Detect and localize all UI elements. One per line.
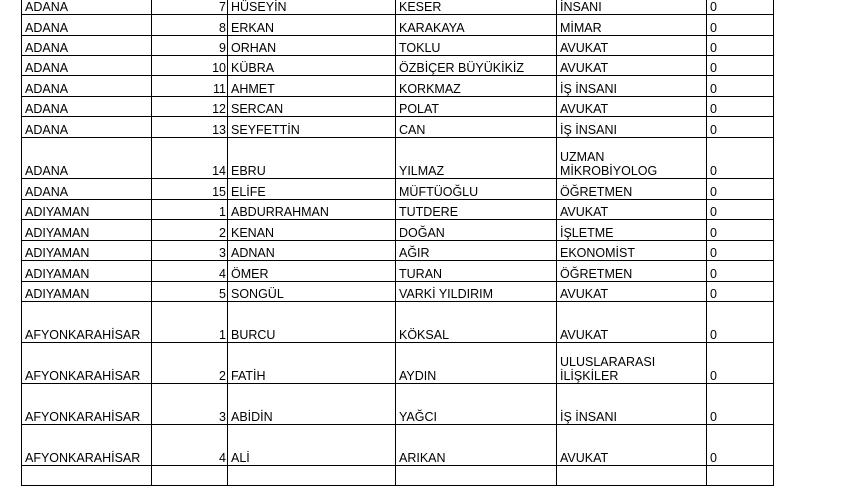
cell-province: ADANA — [22, 138, 152, 179]
cell-first-name — [228, 466, 396, 486]
table-row — [22, 241, 774, 261]
cell-first-name: HÜSEYİN — [228, 0, 396, 15]
table-row — [22, 0, 774, 15]
cell-province: ADANA — [22, 15, 152, 36]
cell-profession: UZMAN MİKROBİYOLOG — [557, 138, 707, 179]
cell-province: ADANA — [22, 0, 152, 15]
cell-value: 0 — [707, 261, 774, 282]
cell-last-name: ÖZBİÇER BÜYÜKİKİZ — [396, 56, 557, 76]
cell-profession: MİMAR — [557, 15, 707, 36]
cell-order: 12 — [152, 97, 228, 117]
cell-value: 0 — [707, 0, 774, 15]
cell-value: 0 — [707, 200, 774, 220]
cell-order: 3 — [152, 384, 228, 425]
cell-last-name — [396, 466, 557, 486]
table-row — [22, 179, 774, 200]
cell-province: ADANA — [22, 97, 152, 117]
cell-profession: ÖĞRETMEN — [557, 179, 707, 200]
cell-profession: İŞ İNSANI — [557, 384, 707, 425]
table-body — [22, 0, 774, 486]
cell-order: 9 — [152, 36, 228, 56]
cell-first-name: SERCAN — [228, 97, 396, 117]
cell-profession: ÖĞRETMEN — [557, 261, 707, 282]
table-row — [22, 138, 774, 179]
cell-province: ADIYAMAN — [22, 220, 152, 241]
cell-first-name: BURCU — [228, 302, 396, 343]
cell-order: 4 — [152, 425, 228, 466]
table-row — [22, 220, 774, 241]
cell-value: 0 — [707, 179, 774, 200]
cell-profession: AVUKAT — [557, 36, 707, 56]
cell-order: 5 — [152, 282, 228, 302]
cell-province: AFYONKARAHİSAR — [22, 425, 152, 466]
cell-value: 0 — [707, 343, 774, 384]
cell-first-name: SEYFETTİN — [228, 117, 396, 138]
cell-profession: AVUKAT — [557, 282, 707, 302]
cell-province: ADANA — [22, 117, 152, 138]
cell-order: 8 — [152, 15, 228, 36]
cell-profession: AVUKAT — [557, 302, 707, 343]
table-row — [22, 97, 774, 117]
cell-province: ADANA — [22, 76, 152, 97]
cell-province: ADANA — [22, 56, 152, 76]
cell-first-name: ALİ — [228, 425, 396, 466]
cell-order: 14 — [152, 138, 228, 179]
cell-last-name: POLAT — [396, 97, 557, 117]
cell-province: ADIYAMAN — [22, 241, 152, 261]
table-row — [22, 36, 774, 56]
cell-value: 0 — [707, 117, 774, 138]
cell-value — [707, 466, 774, 486]
table-row — [22, 76, 774, 97]
cell-order: 2 — [152, 220, 228, 241]
cell-profession: AVUKAT — [557, 56, 707, 76]
cell-value: 0 — [707, 56, 774, 76]
cell-province: AFYONKARAHİSAR — [22, 384, 152, 425]
cell-order: 11 — [152, 76, 228, 97]
cell-order: 1 — [152, 302, 228, 343]
cell-last-name: YILMAZ — [396, 138, 557, 179]
cell-province: AFYONKARAHİSAR — [22, 302, 152, 343]
table-row — [22, 282, 774, 302]
cell-value: 0 — [707, 241, 774, 261]
cell-province: ADANA — [22, 36, 152, 56]
cell-value: 0 — [707, 220, 774, 241]
cell-order: 10 — [152, 56, 228, 76]
cell-profession: İŞLETME — [557, 220, 707, 241]
cell-last-name: KÖKSAL — [396, 302, 557, 343]
cell-profession: ULUSLARARASI İLİŞKİLER — [557, 343, 707, 384]
cell-order: 4 — [152, 261, 228, 282]
cell-order: 3 — [152, 241, 228, 261]
table-row — [22, 117, 774, 138]
table-row — [22, 302, 774, 343]
table-row — [22, 384, 774, 425]
cell-first-name: ÖMER — [228, 261, 396, 282]
cell-order: 7 — [152, 0, 228, 15]
cell-province — [22, 466, 152, 486]
cell-first-name: ERKAN — [228, 15, 396, 36]
cell-value: 0 — [707, 97, 774, 117]
cell-value: 0 — [707, 15, 774, 36]
cell-last-name: MÜFTÜOĞLU — [396, 179, 557, 200]
cell-last-name: TURAN — [396, 261, 557, 282]
table-row — [22, 200, 774, 220]
cell-last-name: KARAKAYA — [396, 15, 557, 36]
cell-first-name: EBRU — [228, 138, 396, 179]
cell-profession: AVUKAT — [557, 97, 707, 117]
cell-value: 0 — [707, 282, 774, 302]
cell-province: ADIYAMAN — [22, 282, 152, 302]
cell-province: AFYONKARAHİSAR — [22, 343, 152, 384]
cell-last-name: TUTDERE — [396, 200, 557, 220]
cell-first-name: AHMET — [228, 76, 396, 97]
cell-order: 2 — [152, 343, 228, 384]
cell-last-name: CAN — [396, 117, 557, 138]
table-row — [22, 261, 774, 282]
cell-last-name: AYDIN — [396, 343, 557, 384]
cell-order: 1 — [152, 200, 228, 220]
cell-province: ADIYAMAN — [22, 261, 152, 282]
cell-order — [152, 466, 228, 486]
cell-last-name: ARIKAN — [396, 425, 557, 466]
cell-last-name: VARKİ YILDIRIM — [396, 282, 557, 302]
table-row — [22, 15, 774, 36]
cell-first-name: ADNAN — [228, 241, 396, 261]
cell-value: 0 — [707, 302, 774, 343]
cell-value: 0 — [707, 425, 774, 466]
cell-profession: AVUKAT — [557, 425, 707, 466]
table-row — [22, 425, 774, 466]
cell-last-name: TOKLU — [396, 36, 557, 56]
cell-order: 15 — [152, 179, 228, 200]
cell-profession: İNSANI — [557, 0, 707, 15]
cell-first-name: ABİDİN — [228, 384, 396, 425]
cell-profession: EKONOMİST — [557, 241, 707, 261]
cell-value: 0 — [707, 138, 774, 179]
cell-profession: AVUKAT — [557, 200, 707, 220]
cell-last-name: KORKMAZ — [396, 76, 557, 97]
cell-value: 0 — [707, 76, 774, 97]
cell-first-name: FATİH — [228, 343, 396, 384]
table-row — [22, 466, 774, 486]
cell-last-name: KESER — [396, 0, 557, 15]
cell-province: ADIYAMAN — [22, 200, 152, 220]
cell-first-name: ORHAN — [228, 36, 396, 56]
cell-profession: İŞ İNSANI — [557, 117, 707, 138]
cell-first-name: ABDURRAHMAN — [228, 200, 396, 220]
cell-order: 13 — [152, 117, 228, 138]
candidate-table — [21, 0, 774, 486]
cell-value: 0 — [707, 36, 774, 56]
cell-first-name: SONGÜL — [228, 282, 396, 302]
cell-profession: İŞ İNSANI — [557, 76, 707, 97]
cell-first-name: KÜBRA — [228, 56, 396, 76]
cell-first-name: KENAN — [228, 220, 396, 241]
cell-last-name: YAĞCI — [396, 384, 557, 425]
cell-last-name: DOĞAN — [396, 220, 557, 241]
cell-profession — [557, 466, 707, 486]
cell-last-name: AĞIR — [396, 241, 557, 261]
cell-province: ADANA — [22, 179, 152, 200]
cell-value: 0 — [707, 384, 774, 425]
table-row — [22, 343, 774, 384]
table-row — [22, 56, 774, 76]
cell-first-name: ELİFE — [228, 179, 396, 200]
